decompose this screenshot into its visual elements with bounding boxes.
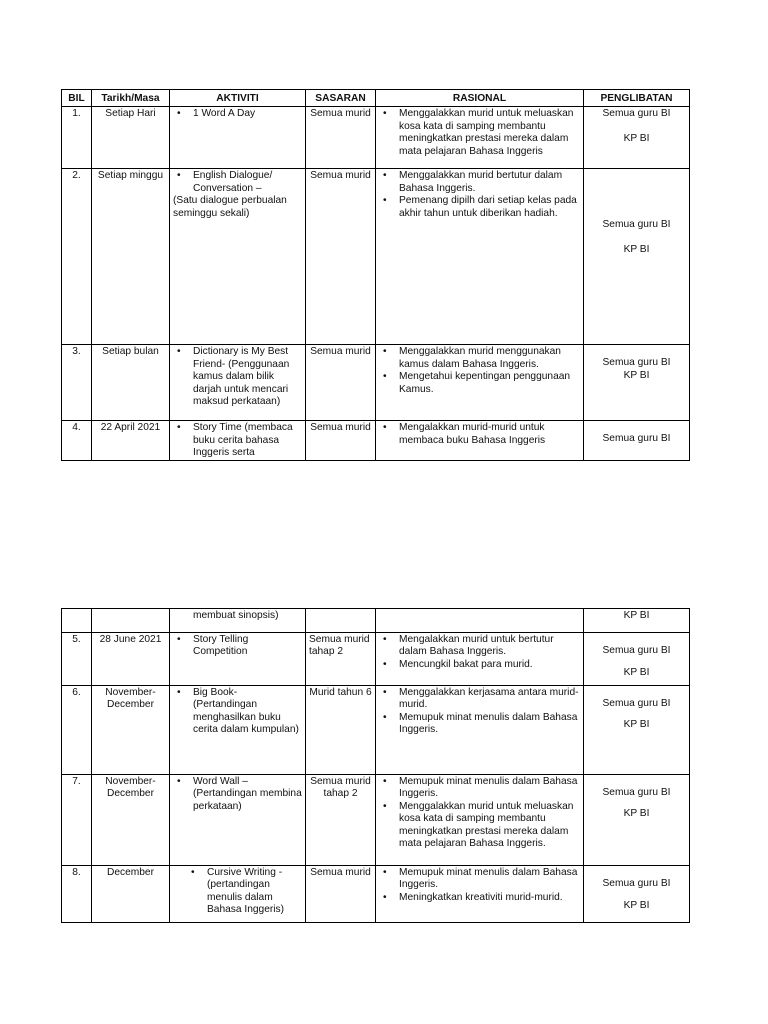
- cell-rasional: [376, 169, 584, 345]
- cell-bil: 4.: [62, 421, 92, 460]
- cell-tarikh: November-December: [92, 775, 170, 866]
- list-item: • Memupuk minat menulis dalam Bahasa Inggeris.: [399, 776, 580, 801]
- list-item: • Meningkatkan kreativiti murid-murid.: [399, 892, 580, 904]
- header-row: [62, 90, 690, 107]
- table-row: [62, 421, 690, 460]
- cell-sasaran: [306, 609, 376, 633]
- cell-aktiviti: [170, 421, 306, 460]
- cell-rasional: [376, 107, 584, 169]
- list-item: • Cursive Writing - (pertandingan menulis dalam Bahasa Inggeris): [207, 867, 302, 917]
- penglibatan-line: KP BI: [623, 132, 650, 144]
- cell-penglibatan: [584, 775, 690, 866]
- cell-penglibatan: [584, 107, 690, 169]
- penglibatan-line: KP BI: [623, 369, 650, 381]
- cell-rasional: [376, 686, 584, 775]
- table-row: [62, 107, 690, 169]
- cell-aktiviti: [170, 107, 306, 169]
- cell-penglibatan: [584, 633, 690, 686]
- list-item: • Memupuk minat menulis dalam Bahasa Inggeris.: [399, 867, 580, 892]
- penglibatan-line: KP BI: [623, 719, 650, 731]
- cell-penglibatan: [584, 345, 690, 421]
- list-item: • Pemenang dipilh dari setiap kelas pada akhir tahun untuk diberikan hadiah.: [399, 195, 580, 220]
- cell-tarikh: Setiap bulan: [92, 345, 170, 421]
- cell-sasaran: Semua murid: [306, 421, 376, 460]
- list-item: • Story Time (membaca buku cerita bahasa Inggeris serta: [193, 422, 302, 459]
- cell-tarikh: November-December: [92, 686, 170, 775]
- program-table-page-1: [61, 89, 690, 461]
- list-item: • 1 Word A Day: [193, 108, 302, 120]
- list-item: • Mengalakkan murid-murid untuk membaca buku Bahasa Inggeris: [399, 422, 580, 447]
- cell-rasional: [376, 345, 584, 421]
- cell-aktiviti: [170, 633, 306, 686]
- cell-bil: 7.: [62, 775, 92, 866]
- table-row: [62, 633, 690, 686]
- list-item: • Mengalakkan murid untuk bertutur dalam Bahasa Inggeris.: [399, 634, 580, 659]
- table-row: [62, 686, 690, 775]
- list-item: • Menggalakkan murid untuk meluaskan kosa kata di samping membantu meningkatkan prestasi mereka dalam mata pelajaran Bahasa Inggeris.: [399, 801, 580, 851]
- list-item: • Big Book- (Pertandingan menghasilkan buku cerita dalam kumpulan): [193, 687, 302, 737]
- cell-rasional: [376, 866, 584, 923]
- list-item: • Story Telling Competition: [193, 634, 302, 659]
- cell-aktiviti: [170, 686, 306, 775]
- table-row: [62, 866, 690, 923]
- penglibatan-line: Semua guru BI: [602, 357, 671, 369]
- header-bil: BIL: [62, 90, 92, 107]
- cell-sasaran: Semua murid tahap 2: [306, 633, 376, 686]
- list-item: • Menggalakkan kerjasama antara murid-murid.: [399, 687, 580, 712]
- penglibatan-line: Semua guru BI: [602, 219, 671, 231]
- table-row: [62, 169, 690, 345]
- cell-penglibatan: [584, 421, 690, 460]
- list-item: • English Dialogue/ Conversation –: [193, 170, 302, 195]
- list-item: • Menggalakkan murid untuk meluaskan kosa kata di samping membantu meningkatkan prestasi mereka dalam mata pelajaran Bahasa Inggeris: [399, 108, 580, 158]
- header-penglibatan: PENGLIBATAN: [584, 90, 690, 107]
- cell-tarikh: 28 June 2021: [92, 633, 170, 686]
- cell-tarikh: Setiap Hari: [92, 107, 170, 169]
- list-item: • Word Wall – (Pertandingan membina perkataan): [193, 776, 302, 813]
- cell-bil: 5.: [62, 633, 92, 686]
- cell-aktiviti: [170, 866, 306, 923]
- penglibatan-line: KP BI: [623, 900, 650, 912]
- cell-aktiviti: [170, 169, 306, 345]
- penglibatan-line: Semua guru BI: [602, 433, 671, 445]
- cell-tarikh: Setiap minggu: [92, 169, 170, 345]
- cell-bil: 8.: [62, 866, 92, 923]
- cell-bil: 1.: [62, 107, 92, 169]
- cell-rasional: [376, 421, 584, 460]
- cell-aktiviti: [170, 775, 306, 866]
- header-rasional: RASIONAL: [376, 90, 584, 107]
- list-item: • Mengetahui kepentingan penggunaan Kamus.: [399, 371, 580, 396]
- list-item: • Mencungkil bakat para murid.: [399, 659, 580, 671]
- aktiviti-note: (Satu dialogue perbualan seminggu sekali): [173, 195, 287, 219]
- cell-sasaran: Semua murid: [306, 345, 376, 421]
- penglibatan-line: Semua guru BI: [602, 108, 671, 120]
- cell-sasaran: Semua murid: [306, 107, 376, 169]
- cell-bil: [62, 609, 92, 633]
- cell-bil: 3.: [62, 345, 92, 421]
- table-row: [62, 775, 690, 866]
- program-table-page-2: [61, 608, 690, 923]
- list-item: • Menggalakkan murid menggunakan kamus dalam Bahasa Inggeris.: [399, 346, 580, 371]
- aktiviti-continuation: membuat sinopsis): [193, 610, 279, 621]
- cell-rasional: [376, 775, 584, 866]
- list-item: • Menggalakkan murid bertutur dalam Bahasa Inggeris.: [399, 170, 580, 195]
- cell-tarikh: December: [92, 866, 170, 923]
- penglibatan-line: KP BI: [623, 808, 650, 820]
- cell-sasaran: Semua murid: [306, 169, 376, 345]
- header-tarikh: Tarikh/Masa: [92, 90, 170, 107]
- table-row-continuation: [62, 609, 690, 633]
- cell-penglibatan: [584, 609, 690, 633]
- list-item: • Memupuk minat menulis dalam Bahasa Inggeris.: [399, 712, 580, 737]
- penglibatan-continuation: KP BI: [623, 610, 650, 621]
- penglibatan-line: KP BI: [623, 667, 650, 679]
- list-item: • Dictionary is My Best Friend- (Penggunaan kamus dalam bilik darjah untuk mencari maksud perkataan): [193, 346, 302, 408]
- table-row: [62, 345, 690, 421]
- cell-sasaran: Semua murid: [306, 866, 376, 923]
- penglibatan-line: KP BI: [623, 243, 650, 255]
- penglibatan-line: Semua guru BI: [602, 698, 671, 709]
- cell-bil: 2.: [62, 169, 92, 345]
- penglibatan-line: Semua guru BI: [602, 787, 671, 798]
- cell-sasaran: Murid tahun 6: [306, 686, 376, 775]
- cell-rasional: [376, 633, 584, 686]
- cell-tarikh: [92, 609, 170, 633]
- penglibatan-line: Semua guru BI: [602, 878, 671, 889]
- header-aktiviti: AKTIVITI: [170, 90, 306, 107]
- cell-penglibatan: [584, 686, 690, 775]
- penglibatan-line: Semua guru BI: [602, 645, 671, 656]
- cell-bil: 6.: [62, 686, 92, 775]
- cell-aktiviti: [170, 345, 306, 421]
- cell-rasional: [376, 609, 584, 633]
- header-sasaran: SASARAN: [306, 90, 376, 107]
- cell-aktiviti: [170, 609, 306, 633]
- cell-sasaran: Semua murid tahap 2: [306, 775, 376, 866]
- cell-tarikh: 22 April 2021: [92, 421, 170, 460]
- cell-penglibatan: [584, 169, 690, 345]
- cell-penglibatan: [584, 866, 690, 923]
